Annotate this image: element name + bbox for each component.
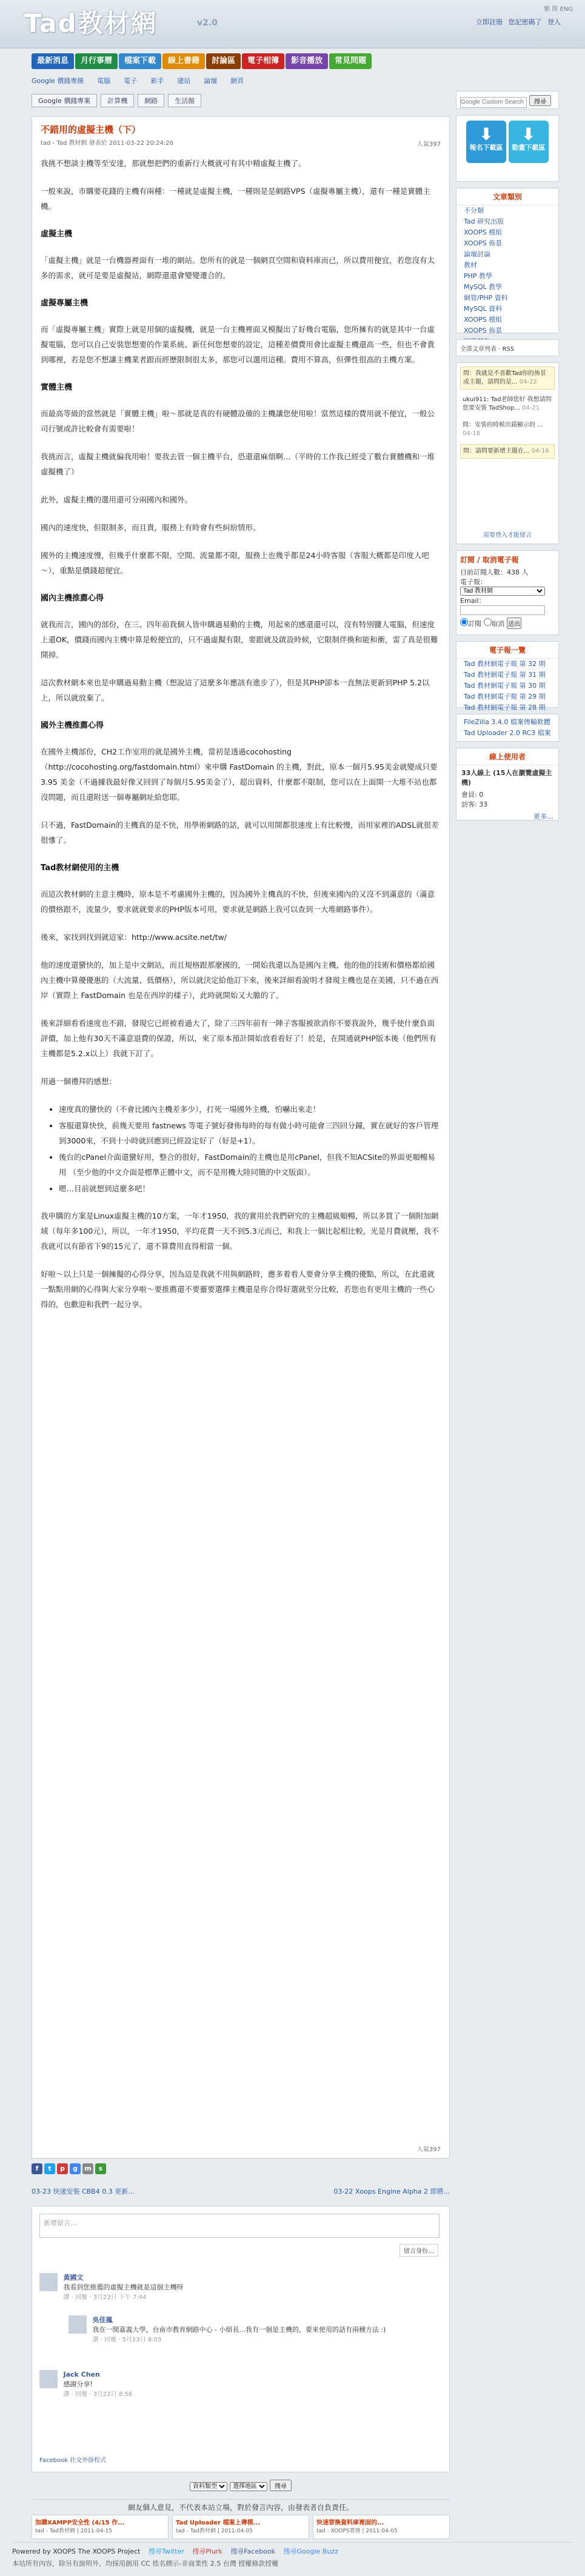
page-footer (12, 2542, 573, 2572)
list-item: • 速度真的蠻快的（不會比國內主機差多少），打死一場國外主機，怕嚇出來走！ (59, 1102, 441, 1117)
subnav-item[interactable]: 建站 (177, 77, 191, 85)
next-article-link[interactable]: 03-22 Xoops Engine Alpha 2 即將... (333, 2188, 450, 2195)
copyright: 本站所有內容，除另有說明外，均採用創用 CC 姓名標示-非商業性 2.5 台灣 授權條款授權 (12, 2560, 279, 2568)
section-heading: 虛擬主機 (41, 230, 73, 239)
newsletter-list-title: 電子報一覽 (456, 642, 558, 659)
category-item[interactable]: PHP 教學 (464, 272, 493, 280)
related-card[interactable] (172, 2515, 309, 2539)
powered-by[interactable]: Powered by XOOPS The XOOPS Project (12, 2548, 141, 2555)
nav-album[interactable]: 電子相簿 (242, 53, 284, 69)
chat-entry: ukui911: Tad老師您好 我想請問您要安裝 TadShop... 04-21 (463, 396, 552, 411)
forgot-password-link[interactable]: 您記密碼了 (508, 18, 542, 26)
paragraph: 好啦～以上只是一個擁擬的心得分享，因為這是我就不用與網路時，應多着看人要會分享主機的優點，所以，在此還就一點點用網的心得與大家分享啦～要推薦還不要靈要選擇主機還是你合得好選就至分比較，若您也有更用主機的一些心得的，也歡迎和我們一起分享。 (41, 1270, 435, 1309)
main-nav (32, 53, 450, 72)
unsubscribe-radio[interactable] (484, 618, 492, 626)
avatar (69, 2315, 87, 2334)
article (32, 116, 450, 2158)
subnav-item[interactable]: 新手 (150, 77, 164, 85)
twitter-search-link[interactable]: 搜尋Twitter (148, 2548, 184, 2555)
newsletter-item[interactable]: Tad 教材網電子報 第 32 期 (464, 660, 546, 668)
paragraph: 在國外主機部份，CH2工作室用的就是國外主機，當初是透過cocohosting（http://cocohosting.org/fastdomain.html）來申購 FastDomain 的主機，對此，原本一個月5.95美金就變成只要 3.95 美金（不過據我最好像又回到了每個月5.95美金了），超出資料，什麼都不限制，您可以在上面開一大堆不站也都沒問題，而且還附送一個專屬網址給您耶。 (41, 747, 438, 802)
comment-actions[interactable]: 讚 · 回覆 · 3月22日 8:56 (63, 2391, 133, 2398)
category-item[interactable]: XOOPS 佈景 (464, 239, 503, 247)
subnav-button[interactable]: 生活館 (168, 94, 201, 107)
related-title[interactable]: 加購XAMPP安全性 (4/15 作... (35, 2520, 125, 2526)
article-footer-views: 人氣397 (416, 2146, 441, 2153)
related-title[interactable]: Tad Uploader 檔案上傳模... (176, 2520, 260, 2526)
online-users-box (456, 748, 559, 820)
subnav-item[interactable]: 網頁 (230, 77, 244, 85)
paragraph: 只不過，FastDomain的主機真的是不快，用學術網路的話，就可以用開都很速度上有比較慢，而用家裡的ADSL就很差很慘了。 (41, 820, 439, 845)
category-item[interactable]: XOOPS 模組 (464, 228, 503, 236)
search-box (456, 91, 559, 109)
sidebar (456, 91, 559, 827)
category-item[interactable]: MySQL 資料 (464, 305, 503, 313)
search-input[interactable] (460, 97, 527, 108)
article-views: 人氣397 (416, 141, 441, 148)
comment-actions[interactable]: 讚 · 回覆 · 5月23日 8:03 (92, 2337, 162, 2343)
comment-filter-bar (32, 2480, 450, 2495)
nav-calendar[interactable]: 月行事曆 (75, 53, 118, 69)
related-meta: tad - Tad教材網 | 2011-04-05 (176, 2528, 253, 2534)
download-list-box (456, 714, 559, 742)
paragraph: 「虛擬主機」就是一台機器裡面有一堆的網站。您所有的就是一個網頁空間和資料庫而已，所以費用便宜，若您沒有太多的需求，就可是要是虛擬站，網際還還會變變遷合的。 (41, 256, 435, 280)
nav-video[interactable]: 影音播放 (286, 53, 328, 69)
email-label: Email： (460, 597, 486, 605)
facebook-comments (32, 2206, 450, 2472)
plurk-share-icon[interactable]: p (57, 2163, 68, 2174)
chat-entry: 問：我就是不喜歡Tad你的佈景或主題，請問的是... 04-22 (460, 367, 555, 390)
subscribe-submit-button[interactable]: 送出 (507, 617, 521, 629)
subscribe-radio[interactable] (460, 618, 468, 626)
category-item[interactable]: MySQL 教學 (464, 283, 503, 291)
list-item: • 後台的cPanel介面還蠻好用，整合的很好，FastDomain的主機也是用cPanel，但我不知ACSite的界面更順暢易用 （至少他的中文介面是標準正體中文，而不是用機大陸同簡的中文版面）。 (59, 1150, 441, 1180)
rss-link[interactable]: 全部文章列表 · RSS (456, 339, 559, 356)
download-register-icon[interactable]: ⬇ 報名下載區 (466, 121, 506, 163)
download-item[interactable]: Tad Uploader 2.0 RC3 檔案 (464, 729, 551, 737)
paragraph: 就我而言，國內的部份，在三、四年前我個人皆申購過易動的主機，用起來的感還還可以，沒有特別鹽人電腦，但速度上還OK，價錢而國內主機中算是較便宜的，只不過虛擬有限，要跟就及啟設時候，它限制伴換和能和衝，雷了真是很難開掉。 (41, 620, 438, 659)
comment-author[interactable]: Jack Chen (63, 2371, 100, 2378)
subnav-item[interactable]: 論壇 (204, 77, 218, 85)
related-title[interactable]: 快速替換資料庫裡面的... (316, 2520, 384, 2526)
paragraph: 而這次教材網的主意主機時，原本是不考慮國外主機的，因為國外主機真的不快，但後來國內的又沒不到滿意的（滿意的價格跟不，流量少，要求就就要求的PHP版本可用，要求就是網路上我可以查到一大堆網路事件）。 (41, 890, 435, 914)
mail-share-icon[interactable]: m (82, 2163, 93, 2174)
online-more-link[interactable]: 更多… (533, 813, 553, 820)
comment-text: 我在一間嘉義大學，台南市教育網路中心 - 小組長...我有一個是主機的，要來使用的話有兩種方法 :) (92, 2326, 386, 2334)
chat-login-link[interactable]: 需要登入才能留言 (483, 532, 532, 539)
section-heading: 實體主機 (41, 383, 73, 392)
paragraph: 我申購的方案是Linux虛擬主機的10方案，一年才1950，我的實用於我們研究的主機超級順暢，所以多買了一個附加網域（每年多100元），所以，一年才1950，平均花費一天不到5.3元而已，和我上一個比起相比較，光是月費就壓，我不我就可以有節省下9的15元了，還不算費用直得相當一個。 (41, 1211, 439, 1251)
related-card[interactable] (32, 2515, 169, 2539)
site-version: v2.0 (197, 18, 218, 28)
plurk-search-link[interactable]: 搜尋Plurk (192, 2548, 222, 2555)
list-item: • 客服還算快快，前幾天要用 fastnews 等電子號好發佈每時的每有做小時可能會三四回分鐘，實在就好的客戶管理到3000來，不到十小時就回應到已經設定好了（好是+1）。 (59, 1118, 441, 1148)
comment-text: 感謝分享! (63, 2380, 93, 2388)
sub-nav (32, 76, 450, 88)
language-switch[interactable]: 繁 简 ENG (544, 6, 573, 13)
category-item[interactable]: 教材 (464, 261, 477, 269)
newsletter-item[interactable]: Tad 教材網電子報 第 31 期 (464, 671, 546, 679)
related-meta: tad - Tad教材網 | 2011-04-15 (35, 2528, 113, 2534)
search-button[interactable]: 搜尋 (529, 95, 551, 106)
related-meta: tad - XOOPS實務 | 2011-04-05 (316, 2528, 398, 2534)
section-heading: 虛擬專屬主機 (41, 299, 89, 308)
paragraph: 一般來說，市購要花錢的主機有兩種：一種就是虛擬主機，一種則是是網路VPS（虛擬專屬主機），還有一種是實體主機。 (41, 187, 430, 211)
paragraph: 國外的主機速度慢，但幾乎什麼都不限，空間、流量都不限，服務上也幾乎都是24小時客服（客服大概都是印度人吧～），重點是價錢超便宜。 (41, 551, 429, 575)
comment-author[interactable]: 吳佳鳳 (92, 2316, 113, 2324)
comment-text: 我看到您推薦的虛擬主機就是這個主機呀 (63, 2283, 184, 2291)
prev-next-nav (32, 2186, 450, 2198)
paragraph: 而「虛擬專屬主機」實際上就是用個的虛擬機，就是一台主機裡面又模擬出了好幾台電腦，您所擁有的就是其中一台虛擬電腦，您可以自己安裝您想要的作業系統、新任何您想要的設定，這種差價費用會比虛擬主機還高一些，但也不會貴到哪裡，若是您不想讓主機業者跟而經歷限制很太多，那您可以選用這種。費用不算高，但彈性很高的主機方案。 (41, 325, 435, 364)
download-icons (456, 115, 559, 182)
newsletter-item[interactable]: Tad 教材網電子報 第 28 期 (464, 704, 546, 711)
disclaimer: 網友個人意見，不代表本站立場，對於發言內容，由發表者自負責任。 (32, 2499, 450, 2512)
avatar (39, 2370, 58, 2388)
category-item[interactable]: 論壇討論 (464, 250, 490, 258)
subscriber-count: 目前訂閱人數：438 人 (460, 568, 529, 576)
facebook-share-icon[interactable]: f (32, 2163, 42, 2174)
chat-entry: 問：請問要新增主題在... 04-16 (460, 444, 555, 459)
sub-nav-buttons (32, 94, 450, 110)
impressions-list (59, 1102, 441, 1196)
subnav-item[interactable]: Google 價錢專線 (32, 77, 84, 85)
subscribe-email-label: 電子報： (460, 578, 487, 586)
comment-author[interactable]: 黃國文 (63, 2274, 84, 2281)
online-users-title: 線上使用者 (456, 748, 558, 765)
article-body (41, 156, 441, 1325)
category-item[interactable]: XOOPS 模組 (464, 316, 503, 324)
online-members: 會員: 0 (461, 791, 484, 799)
paragraph: 用過一個禮拜的感想： (41, 1077, 117, 1086)
facebook-search-link[interactable]: 搜尋Facebook (230, 2548, 275, 2555)
list-item: • 嗯…目前就想到這麼多吧！ (59, 1181, 441, 1196)
chat-box (456, 362, 559, 544)
comment (39, 2370, 433, 2400)
comment-reply (69, 2315, 432, 2345)
section-heading: 國內主機推薦心得 (41, 594, 104, 603)
paragraph: 他的速度還蠻快的，加上是中文網站，而且規格跟那麼國的，一開始我還以為是國內主機，他的他的技術和價格都給國內主機中算優優惠的（大流量、低價格），所以就決定給他訂下來，後來詳細看說明才發現主機也是在美國，只不過在西岸（實際上 FastDomain 也是在西岸的樣子），此時就開始又大膽的了。 (41, 960, 439, 1000)
article-meta: tad - Tad 教材網 發表於 2011-03-22 20:24:20 (41, 140, 174, 147)
paragraph: 而最高等級的當然就是「實體主機」啦～那就是真的有硬體設備的主機讓您使用啦！當然這樣的費用就不便宜，一般公司行號或許比較會有需要啦！ (41, 409, 435, 433)
site-logo[interactable]: Tad教材網 (24, 8, 158, 38)
section-heading: Tad教材網使用的主機 (41, 864, 119, 873)
nav-downloads[interactable]: 檔案下載 (119, 53, 161, 69)
login-link[interactable]: 登入 (547, 18, 561, 26)
filter-type-select[interactable] (190, 2482, 227, 2491)
chat-entry: 問：安裝的時候出錯顯示的 ... 04-18 (463, 422, 543, 437)
paragraph: 後來詳細看看速度也不錯，發現它已經被看過大了，除了三四年前有一陣子客服被欲消你不要我說外，幾乎使什麼負面評價，加上他有30天不滿意退費的保證，所以，來了原本預計開始放看看好了！於是，在開通就PHP版本後（他們所有主機都是5.2.x以上）我就下訂了。 (41, 1019, 436, 1058)
filter-region-select[interactable] (230, 2482, 267, 2491)
paragraph: 我挑而言，虛擬主機就偏我用啦！要我去管一個主機平台，恐還還麻煩啊…（平時的工作我已經受了數台實體機和一堆虛擬機了） (41, 452, 435, 476)
nav-forum[interactable]: 討論區 (206, 53, 241, 69)
paragraph[interactable]: 後來，家找到找到就這家：http://www.acsite.net/tw/ (41, 933, 227, 942)
subnav-button[interactable]: 計算機 (101, 94, 134, 107)
online-users-count: 33人線上 (15人在瀏覽虛擬主機) (461, 769, 552, 787)
related-strip (32, 2515, 450, 2539)
nav-news[interactable]: 最新消息 (32, 53, 74, 69)
paragraph: 我挑不想談主機等至安達，那就想把們的重新行大概就可有其中精虛擬主機了。 (41, 159, 306, 168)
avatar (39, 2273, 58, 2291)
google-buzz-search-link[interactable]: 搜尋Google Buzz (283, 2548, 338, 2555)
category-item[interactable]: 網管/PHP 資料 (464, 294, 508, 302)
comment-actions[interactable]: 讚 · 回覆 · 3月23日 下午 7:44 (63, 2294, 147, 2301)
nav-books[interactable]: 線上書籍 (162, 53, 205, 69)
page-header (0, 0, 585, 48)
google-share-icon[interactable]: g (70, 2163, 81, 2174)
category-item[interactable]: XOOPS 佈景 (464, 327, 503, 334)
nav-faq[interactable]: 常見問題 (329, 53, 372, 69)
paragraph: 這次教材網本來也是申購過易動主機（想說這了這麼多年應該有進步了），但是其PHP卻本一直無法更新到PHP 5.2以上，所以就放棄了。 (41, 678, 430, 702)
subnav-item[interactable]: 電腦 (97, 77, 111, 85)
section-heading: 國外主機推薦心得 (41, 721, 104, 730)
comment (39, 2273, 433, 2303)
category-item[interactable]: 不分類 (464, 207, 484, 215)
comment-identity-select[interactable]: 留言身份… (399, 2244, 438, 2257)
paragraph: 此外，虛擬主機的選用還可分兩國內和國外。 (41, 495, 193, 504)
subnav-button[interactable]: Google 價錢專案 (32, 94, 97, 107)
facebook-plugin-label[interactable]: Facebook 社交外掛程式 (39, 2457, 107, 2464)
newsletter-item[interactable]: Tad 教材網電子報 第 30 期 (464, 682, 546, 690)
article-title[interactable]: 不錯用的虛擬主機（下） (41, 124, 141, 135)
newsletter-list-box (456, 641, 559, 711)
newsletter-select[interactable] (460, 587, 545, 596)
paragraph: 國內的速度快，但限制多，而且貴，服務上有時會有些糾紛情形。 (41, 523, 261, 532)
comment-input[interactable]: 新增留言... (39, 2214, 440, 2238)
prev-article-link[interactable]: 03-23 快速安裝 CBB4 0.3 更新... (32, 2188, 135, 2195)
subscribe-box: 訂閱 / 取消電子報 目前訂閱人數：438 人 電子報： Tad 教材網 Email： 訂閱 取消 送出 (456, 550, 559, 635)
twitter-share-icon[interactable]: t (44, 2163, 55, 2174)
register-link[interactable]: 立即註冊 (476, 18, 503, 26)
filter-search-button[interactable]: 搜尋 (270, 2480, 292, 2491)
category-title: 文章類別 (456, 188, 558, 205)
related-card[interactable] (313, 2515, 450, 2539)
subscribe-title: 訂閱 / 取消電子報 (460, 556, 519, 564)
email-field[interactable] (460, 605, 545, 615)
online-guests: 訪客: 33 (461, 800, 488, 808)
download-anim-icon[interactable]: ⬇ 動畫下載區 (509, 121, 549, 163)
category-item[interactable]: Tad 研究出版 (464, 218, 504, 225)
account-links (472, 17, 561, 27)
category-box (456, 188, 559, 333)
subnav-button[interactable]: 網路 (138, 94, 164, 107)
more-share-icon[interactable]: s (95, 2163, 106, 2174)
download-item[interactable]: FileZilla 3.4.0 檔案傳輸軟體 (464, 718, 550, 726)
newsletter-item[interactable]: Tad 教材網電子報 第 29 期 (464, 693, 546, 701)
subnav-item[interactable]: 電子 (124, 77, 138, 85)
share-bar (32, 2163, 108, 2178)
